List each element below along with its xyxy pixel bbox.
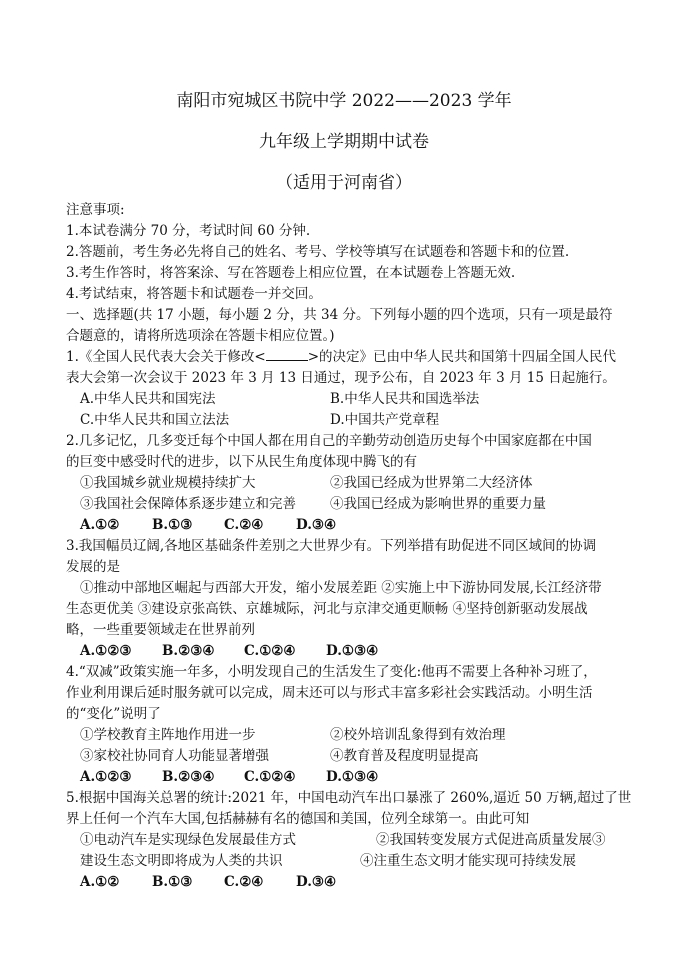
question-4-stem: 4.“双减”政策实施一年多，小明发现自己的生活发生了变化:他再不需要上各种补习班了，: [66, 664, 597, 680]
option-b: B.②③④: [162, 769, 215, 785]
exam-body: [66, 200, 632, 893]
question-4-stem: 作业利用课后延时服务就可以完成，周末还可以与形式丰富多彩社会实践活动。小明生活: [66, 685, 593, 701]
note-item: 2.答题前，考生务必先将自己的姓名、考号、学校等填写在试题卷和答题卡和的位置.: [66, 244, 570, 260]
question-5-statements: [66, 851, 626, 872]
option-c: C.①②④: [244, 643, 296, 659]
option-a: A.中华人民共和国宪法: [80, 391, 216, 407]
option-d: D.③④: [296, 874, 337, 890]
question-2-stem: 2.几多记忆，几多变迁每个中国人都在用自己的辛勤劳动创造历史每个中国家庭都在中国: [66, 433, 592, 449]
question-2-statements: [66, 494, 626, 515]
option-a: A.①②③: [80, 643, 132, 659]
option-b: B.①③: [152, 517, 193, 533]
statement: ①我国城乡就业规模持续扩大: [80, 475, 256, 491]
question-4-options: [66, 767, 626, 788]
notes-heading: 注意事项:: [66, 202, 125, 218]
question-3-stem: 发展的是: [66, 559, 120, 575]
exam-region: （适用于河南省）: [276, 173, 412, 193]
question-5-statements: [66, 830, 626, 851]
question-1-stem: 表大会第一次会议于 2023 年 3 月 13 日通过，现予公布，自 2023 年 3 月 15 日起施行。: [66, 370, 616, 386]
option-a: A.①②: [80, 517, 120, 533]
question-3-statements: 生态更优美 ③建设京张高铁、京雄城际，河北与京津交通更顺畅 ④坚持创新驱动发展战: [66, 601, 588, 617]
question-5-stem: 界上任何一个汽车大国,包括赫赫有名的德国和美国，位列全球第一。由此可知: [66, 811, 530, 827]
question-1-options: [66, 410, 626, 431]
question-5-options: [66, 872, 626, 893]
statement: ④注重生态文明才能实现可持续发展: [360, 853, 576, 869]
question-3-options: [66, 641, 626, 662]
question-4-statements: [66, 725, 626, 746]
statement: ①电动汽车是实现绿色发展最佳方式: [80, 832, 296, 848]
section-instruction: 一、选择题(共 17 小题，每小题 2 分，共 34 分。下列每小题的四个选项，只有一项是最符: [66, 307, 613, 323]
exam-title: 南阳市宛城区书院中学 2022——2023 学年: [176, 91, 512, 111]
note-item: 1.本试卷满分 70 分，考试时间 60 分钟.: [66, 223, 311, 239]
option-d: D.③④: [296, 517, 337, 533]
option-b: B.②③④: [162, 643, 215, 659]
question-1-options: [66, 389, 626, 410]
note-item: 4.考试结束，将答题卡和试题卷一并交回。: [66, 286, 322, 302]
option-c: C.中华人民共和国立法法: [80, 412, 230, 428]
question-2-statements: [66, 473, 626, 494]
statement: ③我国社会保障体系逐步建立和完善: [80, 496, 296, 512]
statement: ②我国已经成为世界第二大经济体: [330, 475, 533, 491]
option-d: D.①③④: [326, 643, 379, 659]
statement: ④教育普及程度明显提高: [330, 748, 479, 764]
option-b: B.①③: [152, 874, 193, 890]
option-c: C.②④: [224, 517, 264, 533]
section-instruction: 合题意的，请将所选项涂在答题卡相应位置。): [66, 328, 335, 344]
question-2-stem: 的巨变中感受时代的进步，以下从民生角度体现中腾飞的有: [66, 454, 417, 470]
option-a: A.①②③: [80, 769, 132, 785]
option-b: B.中华人民共和国选举法: [330, 391, 480, 407]
statement: ②我国转变发展方式促进高质量发展③: [376, 832, 606, 848]
statement: ①学校教育主阵地作用进一步: [80, 727, 256, 743]
question-2-options: [66, 515, 626, 536]
question-3-statements: 略，一些重要领域走在世界前列: [66, 622, 255, 638]
option-a: A.①②: [80, 874, 120, 890]
question-1-stem: 1.《全国人民代表大会关于修改< >的决定》已由中华人民共和国第十四届全国人民代: [66, 349, 617, 365]
question-4-stem: 的“变化”说明了: [66, 706, 161, 722]
note-item: 3.考生作答时，将答案涂、写在答题卷上相应位置，在本试题卷上答题无效.: [66, 265, 516, 281]
question-4-statements: [66, 746, 626, 767]
question-3-statements: ①推动中部地区崛起与西部大开发，缩小发展差距 ②实施上中下游协同发展,长江经济带: [80, 580, 602, 596]
statement: ④我国已经成为影响世界的重要力量: [330, 496, 546, 512]
question-3-stem: 3.我国幅员辽阔,各地区基础条件差别之大世界少有。下列举措有助促进不同区域间的协调: [66, 538, 597, 554]
question-5-stem: 5.根据中国海关总署的统计:2021 年，中国电动汽车出口暴涨了 260%,逼近 50 万辆,超过了世: [66, 790, 632, 806]
option-d: D.①③④: [326, 769, 379, 785]
exam-subtitle: 九年级上学期期中试卷: [259, 132, 429, 152]
answer-blank: [266, 347, 308, 361]
option-d: D.中国共产党章程: [330, 412, 440, 428]
option-c: C.②④: [224, 874, 264, 890]
statement: ②校外培训乱象得到有效治理: [330, 727, 506, 743]
statement: 建设生态文明即将成为人类的共识: [80, 853, 283, 869]
statement: ③家校社协同育人功能显著增强: [80, 748, 269, 764]
option-c: C.①②④: [244, 769, 296, 785]
